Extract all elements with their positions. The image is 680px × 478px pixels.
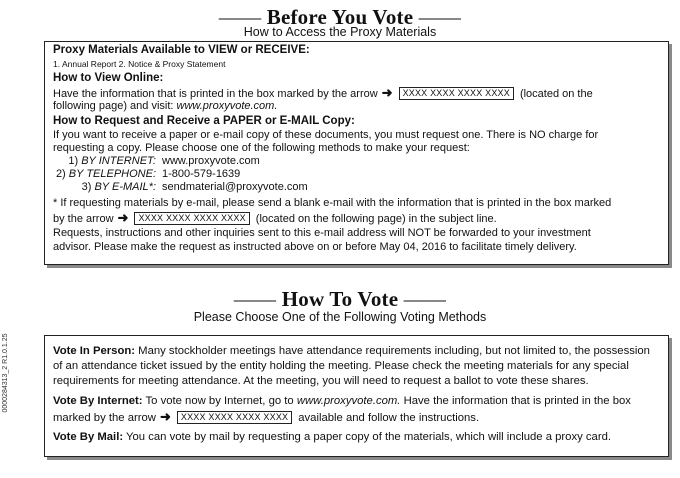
- voting-methods-box: [44, 335, 669, 457]
- method-internet: 1) BY INTERNET: www.proxyvote.com: [68, 155, 260, 167]
- control-number-box: XXXX XXXX XXXX XXXX: [399, 87, 514, 100]
- method-telephone: 2) BY TELEPHONE: 1-800-579-1639: [55, 168, 241, 180]
- before-you-vote-title: —— Before You Vote ——: [218, 5, 462, 29]
- arrow-right-icon: ➜: [381, 85, 393, 100]
- vote-in-person-line-3: requirements for meeting attendance. At the meeting, you will need to request a ballot to vote these shares.: [53, 375, 589, 387]
- request-line-1: If you want to receive a paper or e-mail copy of these documents, you must request one. There is NO charge for: [53, 129, 599, 141]
- control-number-box: XXXX XXXX XXXX XXXX: [134, 212, 249, 225]
- how-to-vote-subtitle: Please Choose One of the Following Voting Methods: [193, 310, 487, 324]
- view-online-line-1: Have the information that is printed in the box marked by the arrow ➜ XXXX XXXX XXXX XXXX (located on the: [53, 85, 593, 100]
- vote-by-internet-line-2: marked by the arrow ➜ XXXX XXXX XXXX XXXX available and follow the instructions.: [53, 409, 480, 424]
- vote-by-mail-line: Vote By Mail: You can vote by mail by requesting a paper copy of the materials, which will include a proxy card.: [53, 431, 612, 443]
- email-note-line-1: * If requesting materials by e-mail, please send a blank e-mail with the information that is printed in the box marked: [53, 197, 612, 209]
- proxyvote-link[interactable]: www.proxyvote.com.: [176, 100, 278, 112]
- arrow-right-icon: ➜: [159, 409, 171, 424]
- requests-line-1: Requests, instructions and other inquiries sent to this e-mail address will NOT be forwarded to your investment: [53, 227, 591, 239]
- how-to-vote-title: —— How To Vote ——: [233, 287, 447, 311]
- vote-by-internet-line-1: Vote By Internet: To vote now by Internet, go to www.proxyvote.com. Have the information that is printed in the box: [53, 395, 631, 407]
- arrow-right-icon: ➜: [117, 210, 129, 225]
- request-copy-heading: How to Request and Receive a PAPER or E-MAIL Copy:: [53, 115, 355, 127]
- email-note-line-2: by the arrow ➜ XXXX XXXX XXXX XXXX (located on the following page) in the subject line.: [53, 210, 497, 225]
- proxyvote-link[interactable]: www.proxyvote.com.: [296, 395, 401, 407]
- vote-in-person-line-1: Vote In Person: Many stockholder meetings have attendance requirements including, but not limited to, the possession: [53, 345, 650, 357]
- side-document-code: 0000284313_2 R1.0.1.25: [2, 333, 9, 413]
- view-online-heading: How to View Online:: [53, 72, 164, 84]
- materials-list: 1. Annual Report 2. Notice & Proxy Statement: [53, 59, 226, 69]
- control-number-box: XXXX XXXX XXXX XXXX: [177, 411, 292, 424]
- vote-in-person-line-2: of an attendance ticket issued by the entity holding the meeting. Please check the meeting materials for any special: [53, 360, 629, 372]
- proxy-access-box: [44, 41, 669, 265]
- method-email: 3) BY E-MAIL*: sendmaterial@proxyvote.com: [81, 181, 308, 193]
- materials-heading: Proxy Materials Available to VIEW or RECEIVE:: [53, 44, 310, 56]
- before-you-vote-subtitle: How to Access the Proxy Materials: [243, 25, 437, 39]
- request-line-2: requesting a copy. Please choose one of the following methods to make your request:: [53, 142, 470, 154]
- requests-line-2: advisor. Please make the request as instructed above on or before May 04, 2016 to facilitate timely delivery.: [53, 241, 577, 253]
- view-online-line-2: following page) and visit: www.proxyvote.com.: [53, 100, 278, 112]
